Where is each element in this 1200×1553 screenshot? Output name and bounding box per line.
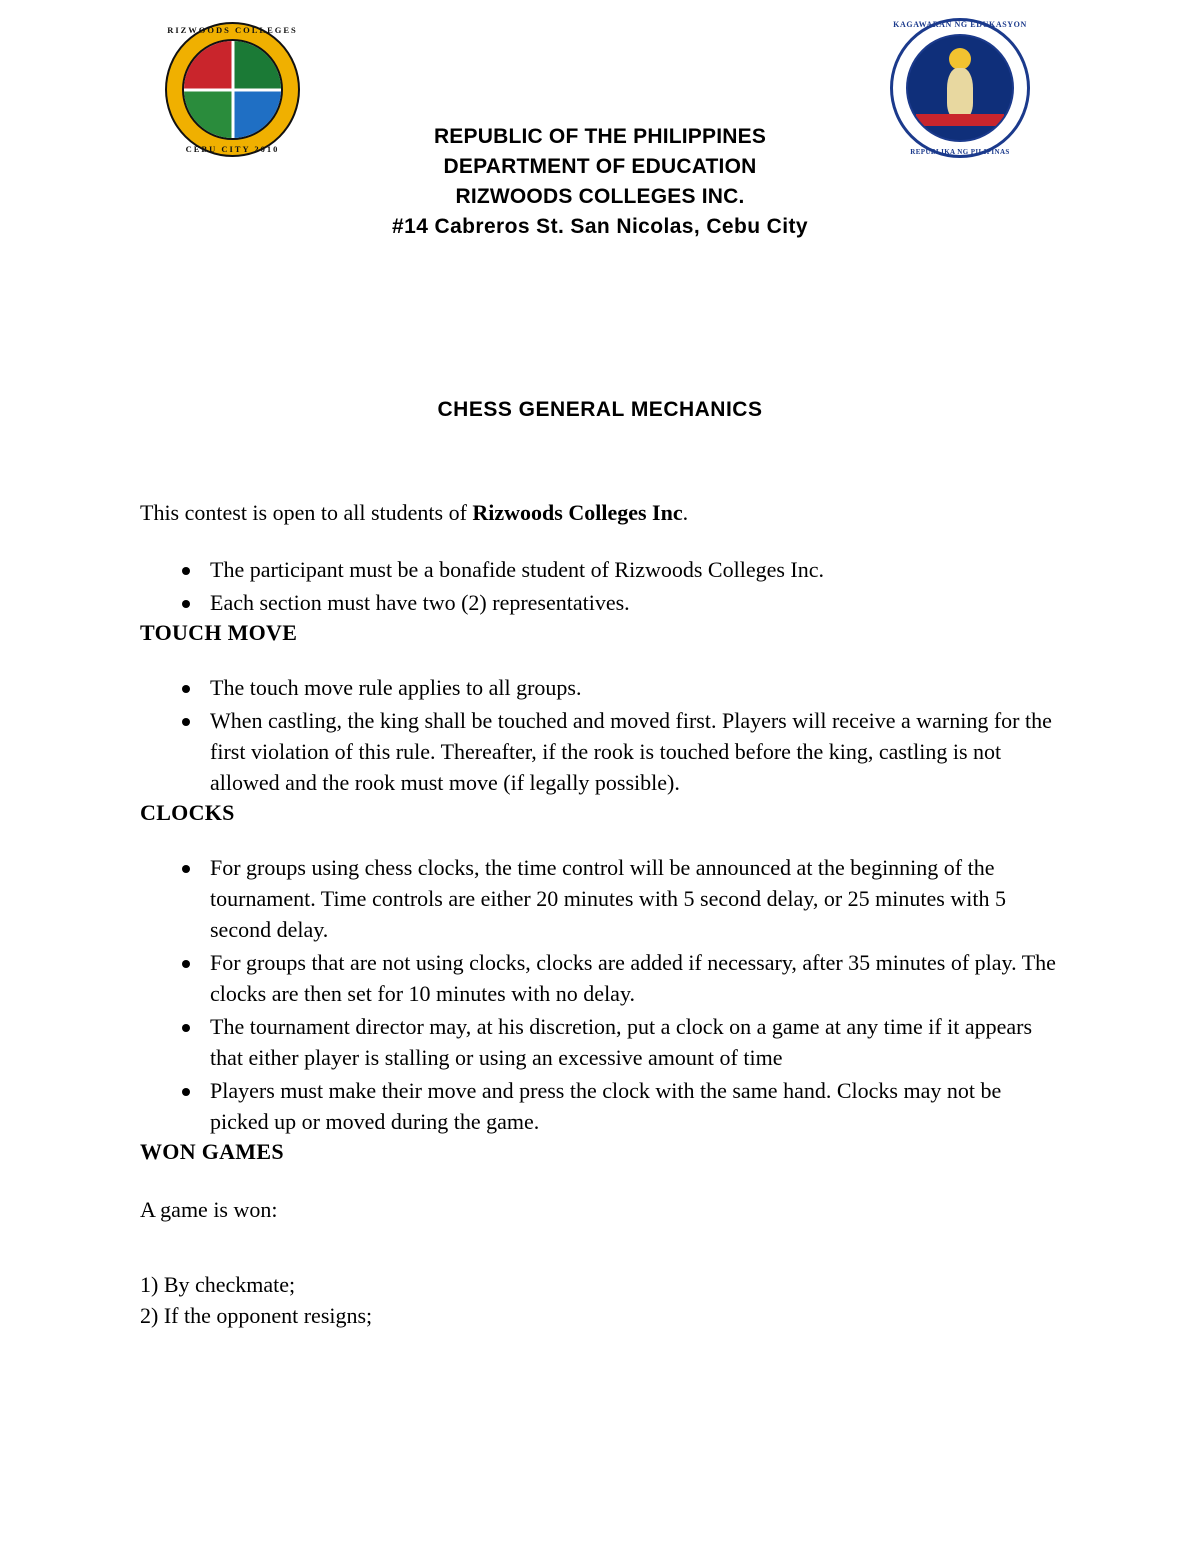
list-item: 2) If the opponent resigns; [140, 1303, 373, 1328]
list-item: The tournament director may, at his discretion, put a clock on a game at any time if it appears that either player is stalling or using an excessive amount of time [140, 1011, 1060, 1073]
document-header [140, 0, 1060, 312]
intro-bullet-list [140, 554, 1060, 618]
list-item: Each section must have two (2) representatives. [140, 587, 1060, 618]
intro-paragraph [140, 498, 1060, 528]
list-item: The touch move rule applies to all groups. [140, 672, 1060, 703]
rizwoods-colleges-seal-icon [165, 22, 300, 157]
header-line-2: DEPARTMENT OF EDUCATION [443, 155, 757, 178]
list-item: For groups using chess clocks, the time control will be announced at the beginning of the tournament. Time controls are either 20 minutes with 5 second delay, or 25 minutes with 5 second delay. [140, 852, 1060, 945]
intro-prefix: This contest is open to all students of [140, 500, 473, 525]
page-title: CHESS GENERAL MECHANICS [437, 398, 763, 421]
section-heading-clocks: CLOCKS [140, 800, 235, 825]
right-seal-arc-top: KAGAWARAN NG EDUKASYON [893, 20, 1027, 29]
intro-bold: Rizwoods Colleges Inc [472, 500, 683, 525]
left-seal-arc-top: RIZWOODS COLLEGES [167, 25, 298, 35]
clocks-bullet-list [140, 852, 1060, 1137]
list-item: Players must make their move and press the clock with the same hand. Clocks may not be picked up or moved during the game. [140, 1075, 1060, 1137]
list-item: When castling, the king shall be touched and moved first. Players will receive a warning for the first violation of this rule. Thereafter, if the rook is touched before the king, castling is not allowed and the rook must move (if legally possible). [140, 705, 1060, 798]
touch-move-bullet-list [140, 672, 1060, 798]
right-seal-arc-bottom: REPUBLIKA NG PILIPINAS [910, 148, 1010, 156]
list-item: 1) By checkmate; [140, 1272, 296, 1297]
won-games-numbered-list [140, 1269, 1060, 1331]
section-heading-touch-move: TOUCH MOVE [140, 620, 298, 645]
department-of-education-seal-icon [890, 18, 1030, 158]
left-seal-arc-bottom: CEBU CITY 2010 [185, 144, 280, 154]
list-item: The participant must be a bonafide student of Rizwoods Colleges Inc. [140, 554, 1060, 585]
header-text-block [280, 122, 920, 242]
header-line-4: #14 Cabreros St. San Nicolas, Cebu City [392, 215, 808, 238]
header-line-1: REPUBLIC OF THE PHILIPPINES [433, 125, 767, 148]
header-line-3: RIZWOODS COLLEGES INC. [455, 185, 745, 208]
list-item: For groups that are not using clocks, clocks are added if necessary, after 35 minutes of play. The clocks are then set for 10 minutes with no delay. [140, 947, 1060, 1009]
intro-suffix: . [682, 500, 689, 525]
section-heading-won-games: WON GAMES [140, 1139, 284, 1164]
won-games-paragraph: A game is won: [140, 1197, 278, 1222]
